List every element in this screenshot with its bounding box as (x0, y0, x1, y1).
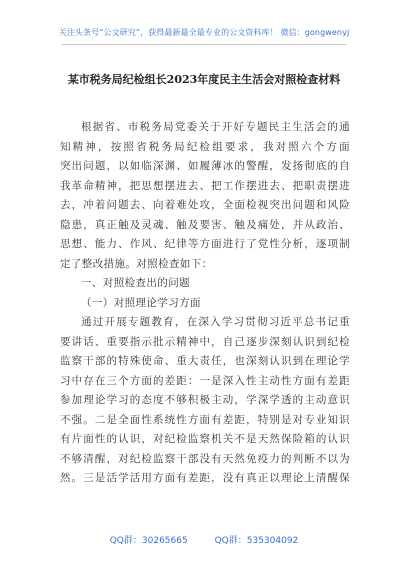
paragraph-line: 通过开展专题教育，在深入学习贯彻习近平总书记重 (81, 316, 350, 328)
paragraph-line: 参加理论学习的态度不够积极主动，学深学透的主动意识 (60, 394, 350, 406)
paragraph-line: 习中存在三个方面的差距：一是深入性主动性方面有差距 (60, 374, 350, 387)
footer-contact (0, 533, 408, 546)
section-heading: 一、对照检查出的问题 (81, 277, 190, 289)
paragraph-line: 思想、能力、作风、纪律等方面进行了党性分析，逐项制 (60, 238, 350, 250)
paragraph-line: 然。三是活学活用方面有差距，没有真正以理论上清醒保 (60, 472, 350, 484)
document-title: 某市税务局纪检组长2023年度民主生活会对照检查材料 (67, 73, 341, 86)
header-promo-note: 关注头条号“公文研究”，获得最新最全最专业的公文资料库！ 微信：gongwenyj (58, 28, 350, 37)
paragraph-line: 去，冲着问题去、向着难处攻，全面检视突出问题和风险 (60, 199, 350, 211)
paragraph-line: 要讲话、重要指示批示精神中，自己逐步深刻认识到纪检 (60, 335, 350, 348)
paragraph-line: 知精神，按照省税务局纪检组要求，我对照六个方面 (60, 140, 350, 153)
paragraph-line: 突出问题，以如临深渊、如履薄冰的警醒，发扬彻底的自 (60, 160, 350, 172)
document-body (60, 118, 350, 489)
section-heading: （一）对照理论学习方面 (81, 296, 201, 309)
paragraph-line: 不强。二是全面性系统性方面有差距，特别是对专业知识 (60, 413, 350, 426)
header-divider (62, 44, 346, 45)
paragraph-line: 定了整改措施。对照检查如下： (60, 257, 213, 270)
paragraph-line: 我革命精神，把思想摆进去、把工作摆进去、把职责摆进 (60, 179, 350, 192)
footer-qq-group-2: QQ群：535304092 (214, 536, 299, 546)
paragraph-line: 不够清醒，对纪检监察干部没有天然免疫力的判断不以为 (60, 452, 350, 465)
paragraph-line: 有片面性的认识，对纪检监察机关不是天然保险箱的认识 (60, 433, 350, 445)
paragraph-line: 根据省、市税务局党委关于开好专题民主生活会的通 (81, 121, 350, 133)
paragraph-line: 监察干部的特殊使命、重大责任，也深刻认识到在理论学 (60, 355, 350, 367)
footer-qq-group-1: QQ群：30265665 (109, 536, 188, 546)
paragraph-line: 隐患，真正触及灵魂、触及要害、触及痛处，并从政治、 (60, 218, 350, 231)
